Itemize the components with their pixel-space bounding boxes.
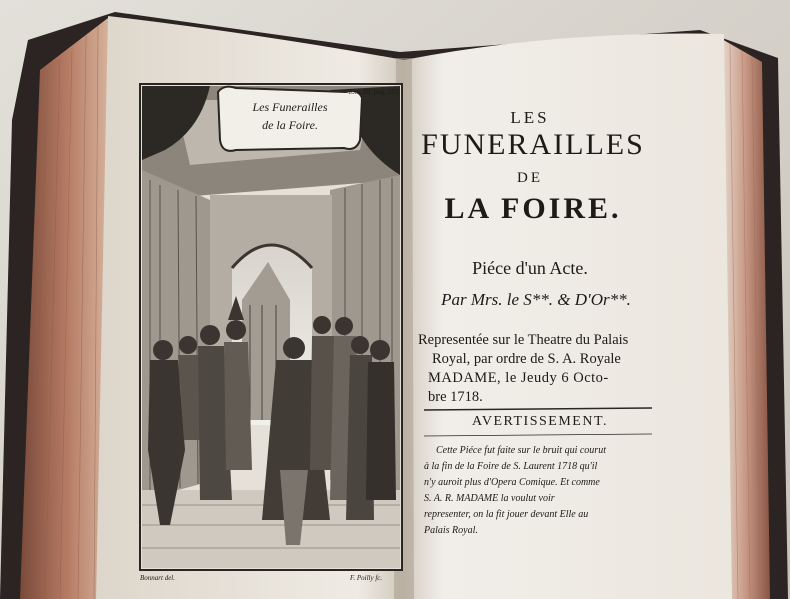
- notice-heading: AVERTISSEMENT.: [472, 414, 608, 429]
- notice-line-3: n'y auroit plus d'Opera Comique. Et comme: [424, 477, 600, 488]
- notice-line-2: à la fin de la Foire de S. Laurent 1718 qu'il: [424, 461, 598, 472]
- notice-line-6: Palais Royal.: [424, 525, 478, 536]
- title-line-4: LA FOIRE.: [444, 192, 622, 225]
- performance-line-1: Representée sur le Theatre du Palais: [418, 332, 629, 348]
- cartouche-line-1: Les Funerailles: [252, 100, 328, 114]
- performance-line-3: MADAME, le Jeudy 6 Octo-: [428, 370, 609, 386]
- plate-page-reference: Tom. III. pag. 377.: [348, 88, 401, 96]
- notice-line-1: Cette Piéce fut faite sur le bruit qui courut: [436, 445, 606, 456]
- cartouche-line-2: de la Foire.: [262, 118, 318, 132]
- subtitle: Piéce d'un Acte.: [472, 258, 588, 278]
- title-line-1: LES: [510, 108, 550, 127]
- notice-line-5: representer, on la fit jouer devant Elle au: [424, 509, 589, 520]
- authors: Par Mrs. le S**. & D'Or**.: [441, 290, 631, 309]
- plate-credit-left: Bonnart del.: [140, 574, 175, 582]
- performance-line-2: Royal, par ordre de S. A. Royale: [432, 351, 621, 367]
- performance-line-4: bre 1718.: [428, 389, 483, 405]
- title-line-2: FUNERAILLES: [421, 128, 645, 161]
- title-line-3: DE: [517, 170, 543, 186]
- notice-line-4: S. A. R. MADAME la voulut voir: [424, 493, 555, 504]
- plate-credit-right: F. Poilly fc.: [350, 574, 383, 582]
- engraving-plate: [140, 84, 402, 570]
